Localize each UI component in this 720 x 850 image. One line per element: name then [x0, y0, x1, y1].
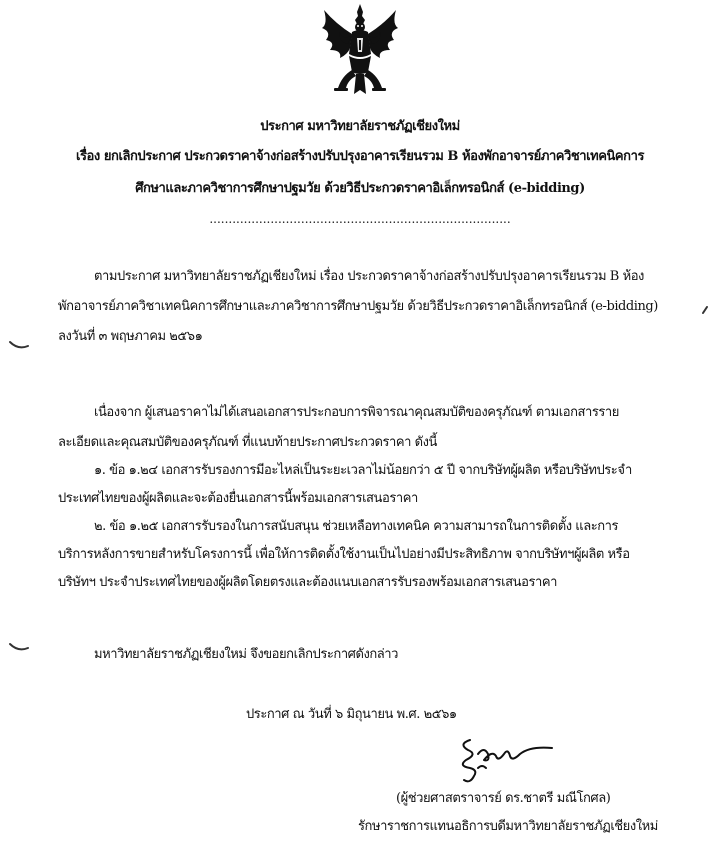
separator-dots: ............................................................................... [209, 212, 511, 226]
item-2-line-1: ๒. ข้อ ๑.๒๕ เอกสารรับรองในการสนับสนุน ช่วยเหลือทางเทคนิค ความสามารถในการติดตั้ง และการ [94, 519, 619, 534]
conclusion-text: มหาวิทยาลัยราชภัฏเชียงใหม่ จึงขอยกเลิกประกาศดังกล่าว [94, 647, 399, 662]
item-2-line-2: บริการหลังการขายสำหรับโครงการนี้ เพื่อให้การติดตั้งใช้งานเป็นไปอย่างมีประสิทธิภาพ จากบริษัทฯผู้ผลิต หรือ [58, 547, 630, 562]
scan-mark [8, 640, 30, 654]
paragraph-2-line-2: ละเอียดและคุณสมบัติของครุภัณฑ์ ที่แนบท้ายประกาศประกวดราคา ดังนี้ [58, 435, 437, 450]
item-2-line-3: บริษัทฯ ประจำประเทศไทยของผู้ผลิตโดยตรงและต้องแนบเอกสารรับรองพร้อมเอกสารเสนอราคา [58, 575, 557, 590]
garuda-emblem-icon [318, 2, 402, 98]
paragraph-1-line-1: ตามประกาศ มหาวิทยาลัยราชภัฏเชียงใหม่ เรื่อง ประกวดราคาจ้างก่อสร้างปรับปรุงอาคารเรียนรวม B ห้อง [94, 269, 644, 284]
scan-mark [700, 304, 712, 316]
signer-name: (ผู้ช่วยศาสตราจารย์ ดร.ชาตรี มณีโกศล) [396, 791, 611, 806]
item-1-line-1: ๑. ข้อ ๑.๒๔ เอกสารรับรองการมีอะไหล่เป็นระยะเวลาไม่น้อยกว่า ๕ ปี จากบริษัทผู้ผลิต หรือบริษัทประจำ [94, 463, 632, 478]
scan-mark [8, 338, 30, 352]
announcement-date: ประกาศ ณ วันที่ ๖ มิถุนายน พ.ศ. ๒๕๖๑ [246, 707, 457, 722]
signer-position: รักษาราชการแทนอธิการบดีมหาวิทยาลัยราชภัฏเชียงใหม่ [358, 819, 658, 834]
handwritten-signature [448, 728, 558, 788]
item-1-line-2: ประเทศไทยของผู้ผลิตและจะต้องยื่นเอกสารนี้พร้อมเอกสารเสนอราคา [58, 491, 418, 506]
document-title: ประกาศ มหาวิทยาลัยราชภัฏเชียงใหม่ [260, 119, 460, 134]
document-subject-line-1: เรื่อง ยกเลิกประกาศ ประกวดราคาจ้างก่อสร้างปรับปรุงอาคารเรียนรวม B ห้องพักอาจารย์ภาควิชาเทคนิคการ [76, 149, 644, 164]
paragraph-2-line-1: เนื่องจาก ผู้เสนอราคาไม่ได้เสนอเอกสารประกอบการพิจารณาคุณสมบัติของครุภัณฑ์ ตามเอกสารราย [94, 405, 619, 420]
paragraph-1-line-3: ลงวันที่ ๓ พฤษภาคม ๒๕๖๑ [58, 329, 203, 344]
document-subject-line-2: ศึกษาและภาควิชาการศึกษาปฐมวัย ด้วยวิธีประกวดราคาอิเล็กทรอนิกส์ (e-bidding) [135, 181, 585, 196]
paragraph-1-line-2: พักอาจารย์ภาควิชาเทคนิคการศึกษาและภาควิชาการศึกษาปฐมวัย ด้วยวิธีประกวดราคาอิเล็กทรอนิกส์ (e-bidding) [58, 299, 658, 314]
